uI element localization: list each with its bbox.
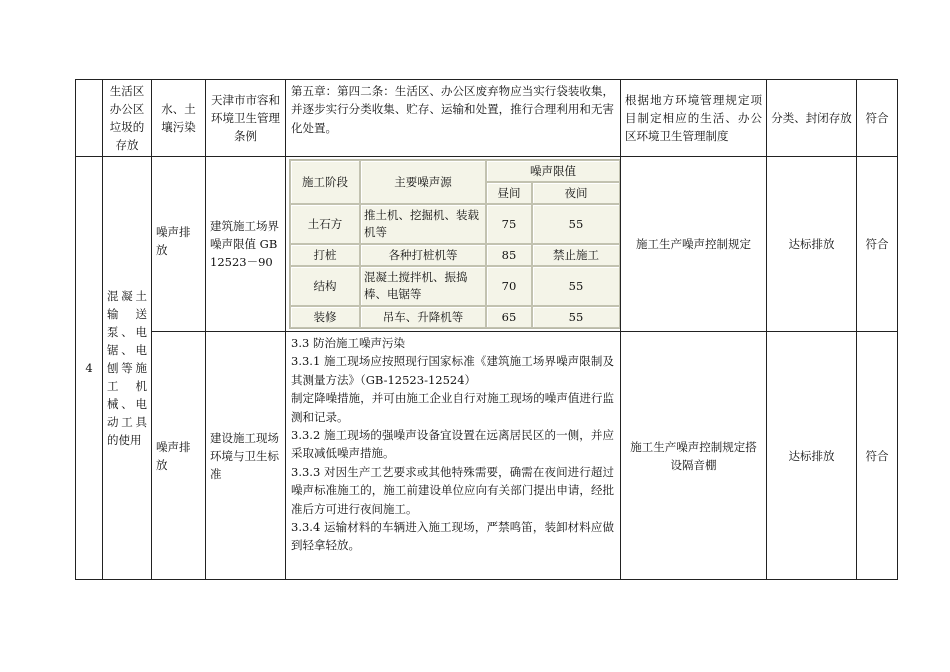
night-limit-cell: 禁止施工: [532, 244, 620, 266]
group-source-cell: 混凝土输送泵、电锯、电刨等施工机械、电动工具的使用: [103, 157, 152, 580]
standard-line: 3.3.4 运输材料的车辆进入施工现场，严禁鸣笛，装卸材料应做到轻拿轻放。: [291, 520, 614, 553]
noise-source-cell: 混凝土搅拌机、振捣棒、电锯等: [360, 266, 486, 306]
table-row: [290, 204, 620, 244]
standard-line: 3.3.3 对因生产工艺要求或其他特殊需要，确需在夜间进行超过噪声标准施工的，施工前建设单位应向有关部门提出申请，经批准后方可进行夜间施工。: [291, 464, 614, 516]
noise-source-cell: 推土机、挖掘机、装载机等: [360, 204, 486, 244]
control-cell: 分类、封闭存放: [767, 80, 857, 157]
stage-cell: 装修: [290, 306, 360, 328]
table-row: [290, 266, 620, 306]
impact-cell: 噪声排放: [152, 157, 206, 332]
header-source: 主要噪声源: [360, 160, 486, 204]
measure-cell: 施工生产噪声控制规定搭设隔音棚: [621, 332, 767, 580]
law-cell: 建设施工现场环境与卫生标准: [206, 332, 286, 580]
noise-source-cell: 吊车、升降机等: [360, 306, 486, 328]
law-cell: 天津市市容和环境卫生管理条例: [206, 80, 286, 157]
day-limit-cell: 70: [486, 266, 532, 306]
header-stage: 施工阶段: [290, 160, 360, 204]
day-limit-cell: 85: [486, 244, 532, 266]
stage-cell: 打桩: [290, 244, 360, 266]
clause-text: 第五章：第四二条：生活区、办公区废弃物应当实行袋装收集，并逐步实行分类收集、贮存、运输和处置，推行合理利用和无害化处置。: [291, 84, 614, 135]
day-limit-cell: 65: [486, 306, 532, 328]
table-row: [76, 80, 898, 157]
night-limit-cell: 55: [532, 306, 620, 328]
clause-cell: [286, 80, 621, 157]
day-limit-cell: 75: [486, 204, 532, 244]
table-row: [76, 332, 898, 580]
control-cell: 达标排放: [767, 332, 857, 580]
stage-cell: 土石方: [290, 204, 360, 244]
measure-cell: 根据地方环境管理规定项目制定相应的生活、办公区环境卫生管理制度: [621, 80, 767, 157]
night-limit-cell: 55: [532, 204, 620, 244]
night-limit-cell: 55: [532, 266, 620, 306]
source-cell: 生活区办公区垃圾的存放: [103, 80, 152, 157]
result-cell: 符合: [857, 332, 898, 580]
environment-factor-table: [75, 79, 898, 580]
noise-limit-cell: [286, 157, 621, 332]
stage-cell: 结构: [290, 266, 360, 306]
header-limit: 噪声限值: [486, 160, 620, 182]
standard-line: 3.3.2 施工现场的强噪声设备宜设置在远离居民区的一侧，并应采取减低噪声措施。: [291, 428, 614, 461]
standard-line: 3.3 防治施工噪声污染: [291, 336, 405, 350]
header-night: 夜间: [532, 182, 620, 204]
impact-cell: 水、土壤污染: [152, 80, 206, 157]
table-row: [76, 157, 898, 332]
row-number-cell: 4: [76, 157, 103, 580]
impact-cell: 噪声排放: [152, 332, 206, 580]
control-cell: 达标排放: [767, 157, 857, 332]
noise-source-cell: 各种打桩机等: [360, 244, 486, 266]
measure-cell: 施工生产噪声控制规定: [621, 157, 767, 332]
standard-line: 制定降噪措施，并可由施工企业自行对施工现场的噪声值进行监测和记录。: [291, 391, 614, 424]
noise-limit-table: [289, 159, 621, 329]
result-cell: 符合: [857, 157, 898, 332]
standard-line: 3.3.1 施工现场应按照现行国家标准《建筑施工场界噪声限制及其测量方法》（GB-12523-12524）: [291, 354, 614, 387]
table-row: [290, 306, 620, 328]
header-day: 昼间: [486, 182, 532, 204]
table-row: [290, 244, 620, 266]
result-cell: 符合: [857, 80, 898, 157]
law-cell: 建筑施工场界噪声限值 GB 12523－90: [206, 157, 286, 332]
standard-text-cell: [286, 332, 621, 580]
row-number-cell: [76, 80, 103, 157]
